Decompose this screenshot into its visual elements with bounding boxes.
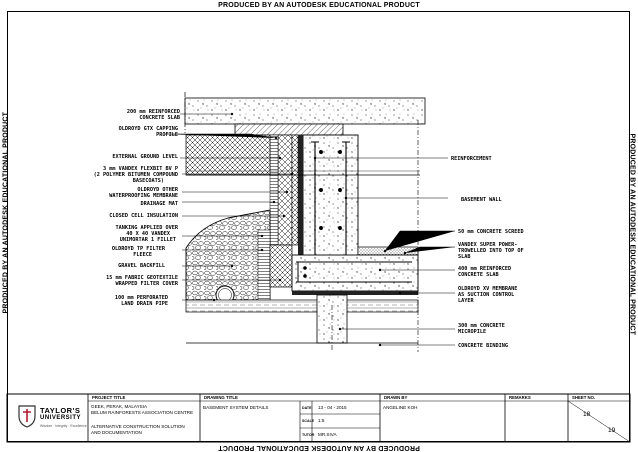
project-line-5: AND DOCUMENTATION	[91, 430, 142, 435]
callout-reinforcement: REINFORCEMENT	[451, 156, 492, 162]
svg-text:BASECOATS)	[133, 178, 164, 184]
svg-text:DRAINAGE MAT	[141, 201, 178, 207]
callouts-right	[451, 156, 524, 349]
callout-waterproofing-1: OLDROYD OTHER	[137, 187, 178, 193]
project-line-2: BELUM RAINFORESTS ASSOCIATION CENTRE	[91, 410, 194, 415]
svg-text:MICROPILE	[458, 329, 486, 335]
svg-text:CLOSED CELL INSULATION	[109, 213, 178, 219]
svg-text:LAND DRAIN PIPE	[121, 301, 168, 307]
crest-icon	[17, 404, 37, 428]
capping-profile	[235, 124, 343, 135]
callout-micropile-1: 300 mm CONCRETE	[458, 323, 505, 329]
logo-name: TAYLOR'S	[40, 406, 81, 415]
callout-tanking-1: TANKING APPLIED OVER	[115, 225, 178, 231]
callout-vandex-2: TROWELLED INTO TOP OF	[458, 248, 524, 254]
svg-text:CONCRETE BINDING	[458, 343, 508, 349]
callout-vandex-3: SLAB	[458, 254, 471, 260]
callout-drain-pipe-2: LAND DRAIN PIPE	[121, 301, 168, 307]
svg-text:REINFORCEMENT	[451, 156, 492, 162]
callouts-left	[94, 109, 180, 307]
svg-text:PROFILE	[156, 132, 178, 138]
date-label: DATE	[302, 406, 312, 410]
project-title-label: PROJECT TITLE	[92, 395, 126, 400]
callout-membrane-3: LAYER	[458, 298, 474, 304]
basement-wall	[303, 135, 358, 275]
svg-text:BASEMENT WALL	[461, 197, 502, 203]
callout-capping-2: PROFILE	[156, 132, 178, 138]
callout-basement-wall: BASEMENT WALL	[461, 197, 502, 203]
drawing-title: BASEMENT SYSTEM DETAILS	[203, 405, 269, 410]
logo-tagline: Wisdom · Integrity · Excellence	[40, 424, 87, 428]
callout-tanking-3: UNIMORTAR 1 FILLET	[119, 237, 176, 243]
callout-tanking-2: 40 X 40 VANDEX	[126, 231, 170, 237]
flexbit-layer	[298, 135, 303, 275]
callout-fleece-2: FLEECE	[133, 252, 152, 258]
svg-text:CONCRETE SLAB	[458, 272, 499, 278]
project-line-1: GEEK, PERAK, MALAYSIA	[91, 404, 148, 409]
drawn-by-label: DRAWN BY	[384, 395, 408, 400]
watermark-bottom: PRODUCED BY AN AUTODESK EDUCATIONAL PRODUCT	[218, 444, 420, 451]
callout-screed: 50 mm CONCRETE SCREED	[458, 229, 524, 235]
callout-geotextile-2: WRAPPED FILTER COVER	[115, 281, 178, 287]
callout-membrane-2: AS SUCTION CONTROL	[458, 292, 515, 298]
university-logo	[13, 398, 85, 436]
callout-top-slab-2: CONCRETE SLAB	[139, 115, 180, 121]
callout-fleece-1: OLDROYD TP FILTER	[111, 246, 165, 252]
tutor-label: TUTOR	[302, 433, 315, 437]
callout-waterproofing-2: WATERPROOFING MEMBRANE	[109, 193, 178, 199]
drainage-mat	[270, 135, 278, 245]
svg-text:GRAVEL BACKFILL	[118, 263, 165, 269]
callout-drain-pipe-1: 100 mm PERFORATED	[114, 295, 168, 301]
svg-text:WATERPROOFING MEMBRANE	[109, 193, 178, 199]
svg-text:SLAB	[458, 254, 471, 260]
scale-label: SCALE	[302, 419, 315, 423]
callout-drainage-mat: DRAINAGE MAT	[140, 201, 178, 207]
callout-top-slab-1: 200 mm REINFORCED	[126, 109, 180, 115]
insulation-layer	[278, 135, 292, 245]
svg-text:WRAPPED FILTER COVER	[116, 281, 179, 287]
sheet-number: 18	[583, 411, 591, 418]
filter-fleece	[258, 230, 270, 300]
logo-sub: UNIVERSITY	[40, 415, 82, 421]
date-value: 13 - 04 - 2015	[318, 405, 347, 410]
sheet-total: 19	[608, 427, 616, 434]
callout-slab-1: 400 mm REINFORCED	[458, 266, 512, 272]
callout-gravel: GRAVEL BACKFILL	[118, 263, 165, 269]
callout-capping-1: OLDROYD GTX CAPPING	[118, 126, 178, 132]
svg-text:LAYER	[458, 298, 474, 304]
tutor-value: MR.SIVA	[318, 432, 337, 437]
svg-text:FLEECE	[133, 252, 152, 258]
remarks-label: REMARKS	[509, 395, 531, 400]
drawn-by-value: ANGELINE KOH	[383, 405, 418, 410]
callout-vandex-1: VANDEX SUPER POWER-	[458, 242, 518, 248]
callout-slab-2: CONCRETE SLAB	[458, 272, 499, 278]
svg-text:EXTERNAL GROUND LEVEL	[112, 154, 178, 160]
waterproofing-layer	[292, 135, 298, 245]
top-slab	[185, 98, 425, 124]
callout-flexbit-2: (2 POLYMER BITUMEN COMPOUND	[93, 172, 178, 178]
svg-text:UNIMORTAR 1 FILLET	[120, 237, 176, 243]
drawing-title-label: DRAWING TITLE	[204, 395, 238, 400]
callout-flexbit-1: 3 mm VANDEX FLEXBIT BV P	[103, 166, 178, 172]
watermark-right: PRODUCED BY AN AUTODESK EDUCATIONAL PRODUCT	[628, 133, 636, 336]
basement-slab	[292, 255, 418, 291]
scale-value: 1:5	[318, 418, 325, 423]
svg-text:CONCRETE SLAB	[139, 115, 180, 121]
concrete-binding	[186, 300, 418, 312]
callout-membrane-1: OLDROYD XV MEMBRANE	[458, 286, 518, 292]
callout-ground-level: EXTERNAL GROUND LEVEL	[112, 154, 178, 160]
project-line-4: ALTERNATIVE CONSTRUCTION SOLUTION	[91, 424, 185, 429]
callout-geotextile-1: 15 mm FABRIC GEOTEXTILE	[106, 275, 178, 281]
callout-insulation: CLOSED CELL INSULATION	[109, 213, 178, 219]
watermark-left: PRODUCED BY AN AUTODESK EDUCATIONAL PRODUCT	[2, 111, 10, 314]
callout-micropile-2: MICROPILE	[458, 329, 487, 335]
svg-text:50 mm CONCRETE SCREED	[458, 229, 524, 235]
callout-flexbit-3: BASECOATS)	[132, 178, 164, 184]
sheet-no-label: SHEET NO.	[572, 395, 596, 400]
external-ground	[186, 135, 270, 175]
watermark-top: PRODUCED BY AN AUTODESK EDUCATIONAL PRODUCT	[218, 2, 420, 9]
callout-binding: CONCRETE BINDING	[458, 343, 508, 349]
